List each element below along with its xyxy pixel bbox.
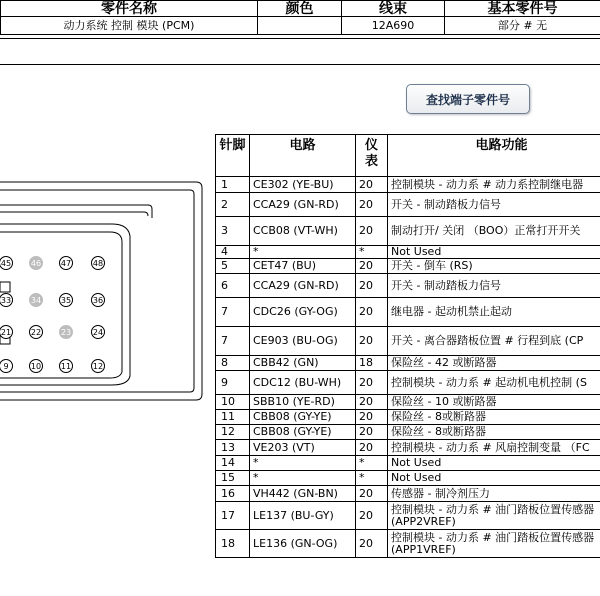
circuit-function-cell: 开关 - 离合器踏板位置 # 行程到底 (CP (388, 327, 600, 356)
circuit-cell: VH442 (GN-BN) (250, 486, 356, 502)
pin-number-cell: 7 (216, 298, 250, 327)
part-info-table (0, 0, 600, 35)
pin-number-cell: 12 (216, 425, 250, 440)
pin-function-table (215, 134, 600, 558)
pin-table-row (216, 456, 600, 471)
pin-number-cell: 6 (216, 274, 250, 298)
circuit-cell: CCA29 (GN-RD) (250, 274, 356, 298)
circuit-function-cell: 控制模块 - 动力系 # 油门踏板位置传感器 (APP2VREF) (388, 502, 600, 530)
connector-pin-label: 12 (92, 362, 104, 371)
circuit-function-cell: Not Used (388, 471, 600, 486)
pin-number-cell: 13 (216, 440, 250, 456)
gauge-cell: * (356, 456, 388, 471)
gauge-cell: 20 (356, 410, 388, 425)
circuit-function-cell: 保险丝 - 8或断路器 (388, 425, 600, 440)
circuit-cell: CDC12 (BU-WH) (250, 371, 356, 395)
gauge-cell: 20 (356, 193, 388, 217)
circuit-function-cell: Not Used (388, 456, 600, 471)
base-part-number-cell: 部分 # 无 (445, 17, 600, 35)
harness-cell: 12A690 (342, 17, 445, 35)
circuit-function-cell: 开关 - 倒车 (RS) (388, 259, 600, 274)
pin-table-row (216, 395, 600, 410)
pin-table-row (216, 371, 600, 395)
connector-pin-label: 9 (3, 362, 9, 371)
circuit-cell: SBB10 (YE-RD) (250, 395, 356, 410)
connector-pin-label: 45 (0, 259, 12, 268)
connector-pin-label: 24 (92, 328, 104, 337)
gauge-cell: 20 (356, 327, 388, 356)
pin-table-row (216, 410, 600, 425)
connector-pin-label: 11 (60, 362, 72, 371)
gauge-cell: 20 (356, 502, 388, 530)
pin-table-row (216, 440, 600, 456)
pin-table-row (216, 246, 600, 259)
connector-latch-outline (0, 212, 148, 216)
pin-table-row (216, 177, 600, 193)
connector-pin-label: 22 (30, 328, 42, 337)
pin-number-cell: 14 (216, 456, 250, 471)
circuit-header: 电路 (250, 135, 356, 177)
pin-table-row (216, 356, 600, 371)
gauge-cell: * (356, 471, 388, 486)
pin-number-cell: 3 (216, 217, 250, 246)
circuit-cell: CBB42 (GN) (250, 356, 356, 371)
connector-pin-label: 34 (30, 296, 42, 305)
pin-number-cell: 11 (216, 410, 250, 425)
circuit-function-cell: 控制模块 - 动力系 # 起动机电机控制 (S (388, 371, 600, 395)
gauge-header: 仪表 (356, 135, 388, 177)
color-header: 颜色 (258, 1, 342, 17)
circuit-cell: CBB08 (GY-YE) (250, 410, 356, 425)
pin-table-row (216, 327, 600, 356)
circuit-function-cell: 控制模块 - 动力系 # 动力系控制继电器 (388, 177, 600, 193)
pin-table-row (216, 217, 600, 246)
circuit-cell: * (250, 471, 356, 486)
gauge-cell: 20 (356, 530, 388, 558)
base-part-number-header: 基本零件号 (445, 1, 600, 17)
pin-number-cell: 7 (216, 327, 250, 356)
part-info-row (1, 17, 600, 35)
circuit-function-cell: 保险丝 - 10 或断路器 (388, 395, 600, 410)
pin-number-cell: 15 (216, 471, 250, 486)
pin-table-row (216, 274, 600, 298)
pin-number-cell: 2 (216, 193, 250, 217)
circuit-cell: VE203 (VT) (250, 440, 356, 456)
connector-pin-label: 47 (60, 259, 72, 268)
circuit-cell: CE302 (YE-BU) (250, 177, 356, 193)
circuit-function-cell: 开关 - 制动踏板力信号 (388, 274, 600, 298)
connector-pin-label: 10 (30, 362, 42, 371)
connector-pin-label: 23 (60, 328, 72, 337)
gauge-cell: 20 (356, 371, 388, 395)
pin-header: 针脚 (216, 135, 250, 177)
pin-table-row (216, 425, 600, 440)
gauge-cell: 18 (356, 356, 388, 371)
circuit-cell: * (250, 246, 356, 259)
circuit-function-cell: 传感器 - 制冷剂压力 (388, 486, 600, 502)
pin-table-row (216, 298, 600, 327)
part-info-header-row (1, 1, 600, 17)
circuit-function-cell: 制动打开/ 关闭 （BOO）正常打开开关 (388, 217, 600, 246)
circuit-function-cell: 控制模块 - 动力系 # 风扇控制变量 （FC (388, 440, 600, 456)
gauge-cell: 20 (356, 425, 388, 440)
circuit-cell: CCA29 (GN-RD) (250, 193, 356, 217)
connector-pin-label: 21 (0, 328, 12, 337)
connector-pin-label: 35 (60, 296, 72, 305)
part-name-header: 零件名称 (1, 1, 258, 17)
circuit-function-cell: 继电器 - 起动机禁止起动 (388, 298, 600, 327)
gauge-cell: 20 (356, 395, 388, 410)
pin-number-cell: 10 (216, 395, 250, 410)
section-divider (0, 64, 600, 65)
circuit-function-header: 电路功能 (388, 135, 600, 177)
circuit-cell: * (250, 456, 356, 471)
pin-table-row (216, 530, 600, 558)
gauge-cell: 20 (356, 177, 388, 193)
circuit-cell: CBB08 (GY-YE) (250, 425, 356, 440)
circuit-function-cell: 保险丝 - 42 或断路器 (388, 356, 600, 371)
pin-number-cell: 1 (216, 177, 250, 193)
circuit-cell: CCB08 (VT-WH) (250, 217, 356, 246)
connector-pin-label: 46 (30, 259, 42, 268)
harness-header: 线束 (342, 1, 445, 17)
circuit-cell: CE903 (BU-OG) (250, 327, 356, 356)
circuit-function-cell: 开关 - 制动踏板力信号 (388, 193, 600, 217)
section-divider (0, 38, 600, 39)
gauge-cell: 20 (356, 440, 388, 456)
pin-table-row (216, 502, 600, 530)
circuit-cell: CDC26 (GY-OG) (250, 298, 356, 327)
circuit-function-cell: 保险丝 - 8或断路器 (388, 410, 600, 425)
gauge-cell: * (356, 246, 388, 259)
connector-key-slot (0, 282, 10, 292)
circuit-function-cell: Not Used (388, 246, 600, 259)
part-name-cell: 动力系统 控制 模块 (PCM) (1, 17, 258, 35)
circuit-cell: LE137 (BU-GY) (250, 502, 356, 530)
pin-table-header-row (216, 135, 600, 177)
connector-pin-label: 48 (92, 259, 104, 268)
pin-number-cell: 8 (216, 356, 250, 371)
pin-table-row (216, 193, 600, 217)
pin-table-row (216, 486, 600, 502)
pin-number-cell: 5 (216, 259, 250, 274)
gauge-cell: 20 (356, 274, 388, 298)
gauge-cell: 20 (356, 259, 388, 274)
color-cell (258, 17, 342, 35)
pin-number-cell: 9 (216, 371, 250, 395)
find-terminal-part-number-button[interactable]: 查找端子零件号 (406, 84, 530, 114)
pin-number-cell: 18 (216, 530, 250, 558)
pin-table-row (216, 259, 600, 274)
circuit-cell: CET47 (BU) (250, 259, 356, 274)
connector-pin-label: 36 (92, 296, 104, 305)
connector-pin-cavity-inner (0, 232, 122, 378)
pin-number-cell: 17 (216, 502, 250, 530)
pin-number-cell: 4 (216, 246, 250, 259)
circuit-cell: LE136 (GN-OG) (250, 530, 356, 558)
pin-table-row (216, 471, 600, 486)
pin-number-cell: 16 (216, 486, 250, 502)
circuit-function-cell: 控制模块 - 动力系 # 油门踏板位置传感器 (APP1VREF) (388, 530, 600, 558)
connector-face-diagram (0, 176, 215, 401)
gauge-cell: 20 (356, 486, 388, 502)
connector-pin-label: 33 (0, 296, 12, 305)
gauge-cell: 20 (356, 217, 388, 246)
gauge-cell: 20 (356, 298, 388, 327)
